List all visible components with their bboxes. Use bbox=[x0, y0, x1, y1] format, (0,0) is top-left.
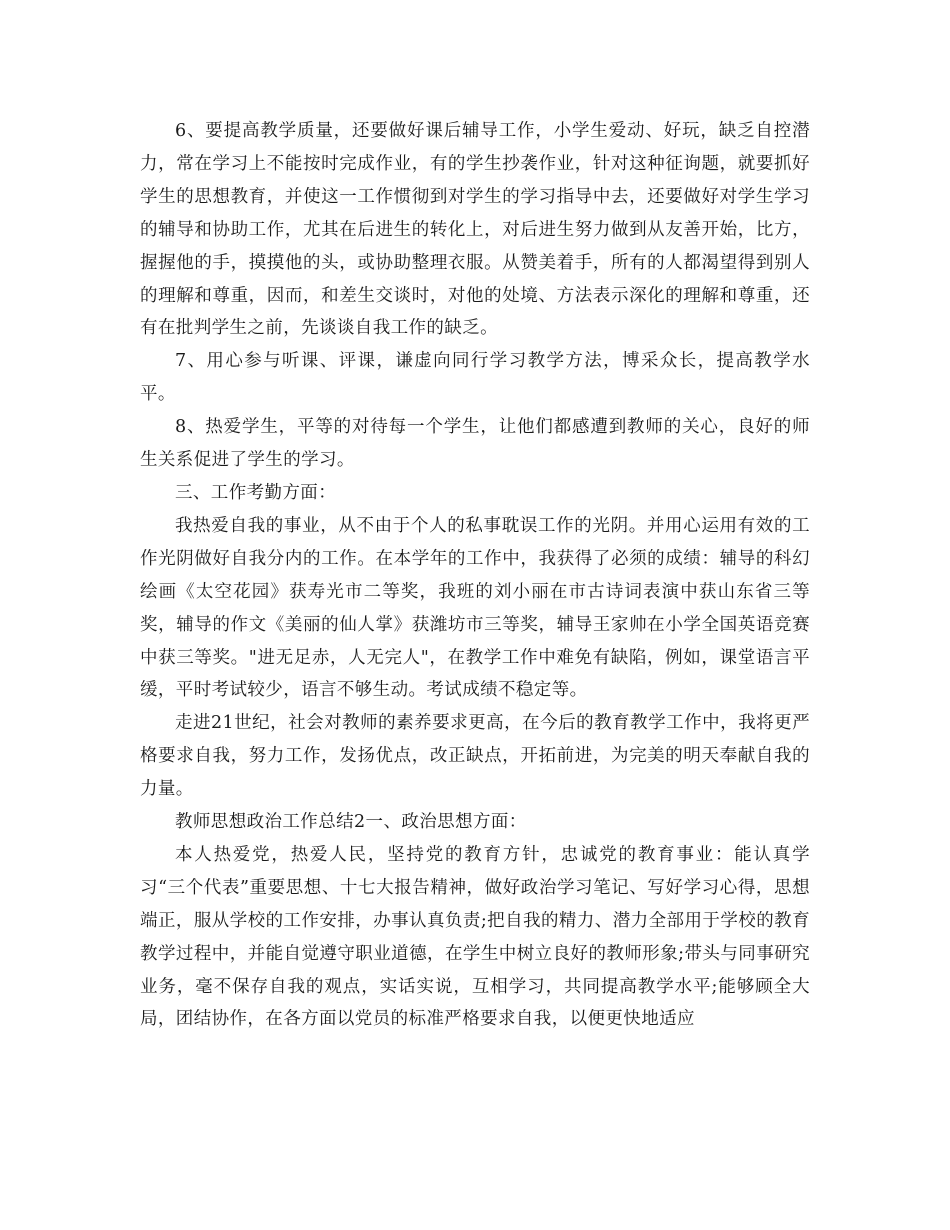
paragraph-attendance: 我热爱自我的事业，从不由于个人的私事耽误工作的光阴。并用心运用有效的工作光阴做好自我分内的工作。在本学年的工作中，我获得了必须的成绩：辅导的科幻绘画《太空花园》获寿光市二等奖，我班的刘小丽在市古诗词表演中获山东省三等奖，辅导的作文《美丽的仙人掌》获潍坊市三等奖，辅导王家帅在小学全国英语竞赛中获三等奖。"进无足赤，人无完人"，在教学工作中难免有缺陷，例如，课堂语言平缓，平时考试较少，语言不够生动。考试成绩不稳定等。 bbox=[140, 515, 810, 701]
section-title-line bbox=[140, 806, 810, 839]
paragraph-item-6: 6、要提高教学质量，还要做好课后辅导工作，小学生爱动、好玩，缺乏自控潜力，常在学习上不能按时完成作业，有的学生抄袭作业，针对这种征询题，就要抓好学生的思想教育，并使这一工作惯彻到对学生的学习指导中去，还要做好对学生学习的辅导和协助工作，尤其在后进生的转化上，对后进生努力做到从友善开始，比方，握握他的手，摸摸他的头，或协助整理衣服。从赞美着手，所有的人都渴望得到别人的理解和尊重，因而，和差生交谈时，对他的处境、方法表示深化的理解和尊重，还有在批判学生之前，先谈谈自我工作的缺乏。 bbox=[140, 121, 810, 339]
paragraph-conclusion: 走进21世纪，社会对教师的素养要求更高，在今后的教育教学工作中，我将更严格要求自我，努力工作，发扬优点，改正缺点，开拓前进，为完美的明天奉献自我的力量。 bbox=[140, 713, 810, 800]
section-subtitle: 一、政治思想方面： bbox=[365, 812, 527, 833]
section-heading-attendance: 三、工作考勤方面： bbox=[175, 482, 337, 503]
section-title: 教师思想政治工作总结2 bbox=[175, 812, 366, 833]
document-body bbox=[140, 115, 810, 1036]
paragraph-item-7: 7、用心参与听课、评课，谦虚向同行学习教学方法，博采众长，提高教学水平。 bbox=[140, 351, 810, 405]
paragraph-item-8: 8、热爱学生，平等的对待每一个学生，让他们都感遭到教师的关心，良好的师生关系促进了学生的学习。 bbox=[140, 417, 810, 471]
paragraph-political: 本人热爱党，热爱人民，坚持党的教育方针，忠诚党的教育事业：能认真学习“三个代表”重要思想、十七大报告精神，做好政治学习笔记、写好学习心得，思想端正，服从学校的工作安排，办事认真负责;把自我的精力、潜力全部用于学校的教育教学过程中，并能自觉遵守职业道德，在学生中树立良好的教师形象;带头与同事研究业务，毫不保存自我的观点，实话实说，互相学习，共同提高教学水平;能够顾全大局，团结协作，在各方面以党员的标准严格要求自我，以便更快地适应 bbox=[140, 844, 810, 1030]
